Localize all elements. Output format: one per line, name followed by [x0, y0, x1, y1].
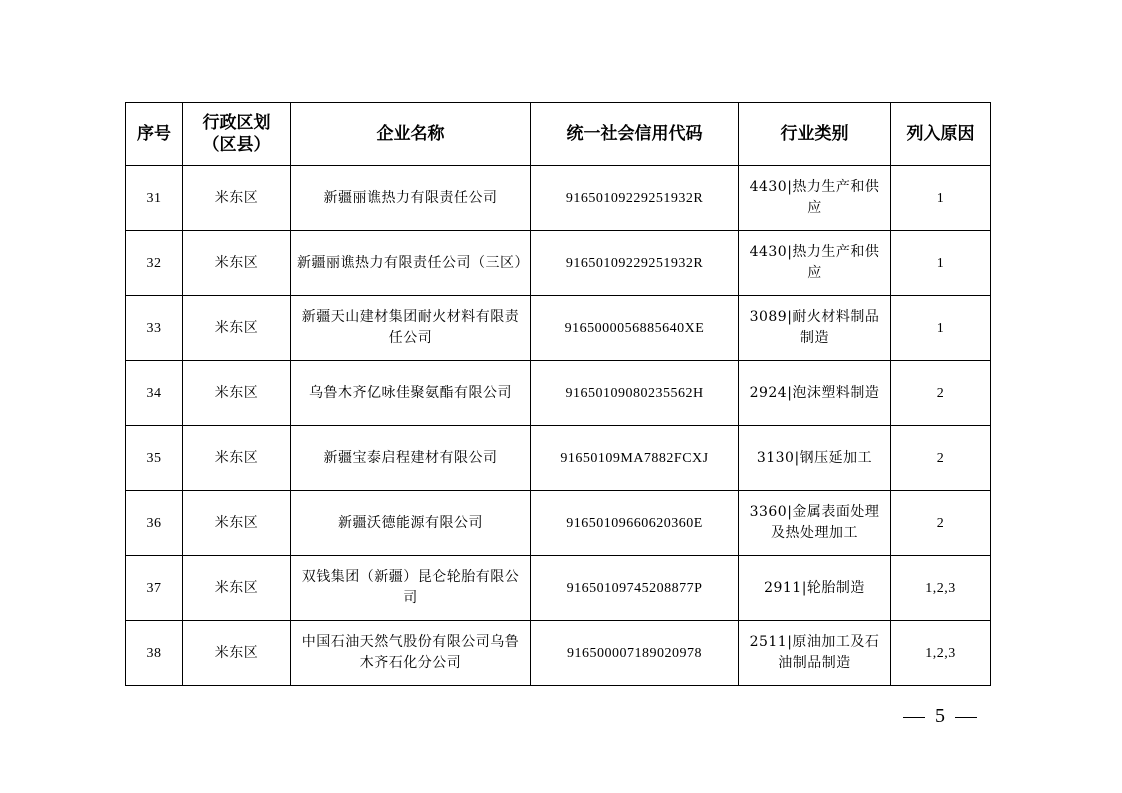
cell-industry: 2511|原油加工及石油制品制造 — [739, 621, 891, 686]
cell-district: 米东区 — [183, 556, 291, 621]
table-header-row — [126, 103, 991, 166]
cell-company: 乌鲁木齐亿咏佳聚氨酯有限公司 — [291, 361, 531, 426]
cell-industry: 4430|热力生产和供应 — [739, 231, 891, 296]
cell-company: 中国石油天然气股份有限公司乌鲁木齐石化分公司 — [291, 621, 531, 686]
cell-company: 新疆宝泰启程建材有限公司 — [291, 426, 531, 491]
cell-seq: 36 — [126, 491, 183, 556]
header-industry: 行业类别 — [739, 103, 891, 166]
cell-credit-code: 91650109660620360E — [531, 491, 739, 556]
cell-reason: 2 — [891, 361, 991, 426]
table-row — [126, 621, 991, 686]
cell-company: 新疆沃德能源有限公司 — [291, 491, 531, 556]
cell-company: 双钱集团（新疆）昆仑轮胎有限公司 — [291, 556, 531, 621]
header-company: 企业名称 — [291, 103, 531, 166]
cell-credit-code: 916500007189020978 — [531, 621, 739, 686]
cell-reason: 1 — [891, 296, 991, 361]
cell-credit-code: 91650109745208877P — [531, 556, 739, 621]
enterprise-list-table-container — [125, 102, 990, 686]
cell-industry: 3360|金属表面处理及热处理加工 — [739, 491, 891, 556]
cell-seq: 31 — [126, 166, 183, 231]
footer-dash-right — [955, 717, 977, 718]
enterprise-list-table — [125, 102, 991, 686]
table-row — [126, 231, 991, 296]
cell-credit-code: 9165000056885640XE — [531, 296, 739, 361]
cell-credit-code: 91650109229251932R — [531, 166, 739, 231]
cell-seq: 37 — [126, 556, 183, 621]
table-row — [126, 491, 991, 556]
cell-district: 米东区 — [183, 491, 291, 556]
cell-credit-code: 91650109MA7882FCXJ — [531, 426, 739, 491]
cell-reason: 1 — [891, 231, 991, 296]
cell-company: 新疆丽谯热力有限责任公司 — [291, 166, 531, 231]
cell-district: 米东区 — [183, 166, 291, 231]
cell-reason: 2 — [891, 491, 991, 556]
table-row — [126, 361, 991, 426]
cell-reason: 1,2,3 — [891, 621, 991, 686]
page-number: 5 — [935, 705, 945, 727]
header-district-line1: 行政区划 — [202, 113, 271, 133]
cell-district: 米东区 — [183, 621, 291, 686]
cell-industry: 2924|泡沫塑料制造 — [739, 361, 891, 426]
cell-seq: 34 — [126, 361, 183, 426]
cell-reason: 2 — [891, 426, 991, 491]
cell-industry: 3089|耐火材料制品制造 — [739, 296, 891, 361]
cell-credit-code: 91650109229251932R — [531, 231, 739, 296]
header-district-line2: （区县） — [202, 135, 271, 155]
cell-reason: 1,2,3 — [891, 556, 991, 621]
header-seq: 序号 — [126, 103, 183, 166]
cell-company: 新疆丽谯热力有限责任公司（三区） — [291, 231, 531, 296]
cell-company: 新疆天山建材集团耐火材料有限责任公司 — [291, 296, 531, 361]
header-reason: 列入原因 — [891, 103, 991, 166]
header-district — [183, 103, 291, 166]
cell-seq: 38 — [126, 621, 183, 686]
cell-seq: 33 — [126, 296, 183, 361]
table-row — [126, 426, 991, 491]
cell-industry: 3130|钢压延加工 — [739, 426, 891, 491]
cell-industry: 4430|热力生产和供应 — [739, 166, 891, 231]
footer-dash-left — [903, 717, 925, 718]
cell-district: 米东区 — [183, 361, 291, 426]
cell-reason: 1 — [891, 166, 991, 231]
page-footer — [890, 705, 990, 728]
header-credit-code: 统一社会信用代码 — [531, 103, 739, 166]
cell-district: 米东区 — [183, 296, 291, 361]
cell-district: 米东区 — [183, 426, 291, 491]
cell-seq: 32 — [126, 231, 183, 296]
cell-credit-code: 91650109080235562H — [531, 361, 739, 426]
cell-seq: 35 — [126, 426, 183, 491]
table-row — [126, 166, 991, 231]
table-row — [126, 556, 991, 621]
table-row — [126, 296, 991, 361]
cell-district: 米东区 — [183, 231, 291, 296]
cell-industry: 2911|轮胎制造 — [739, 556, 891, 621]
